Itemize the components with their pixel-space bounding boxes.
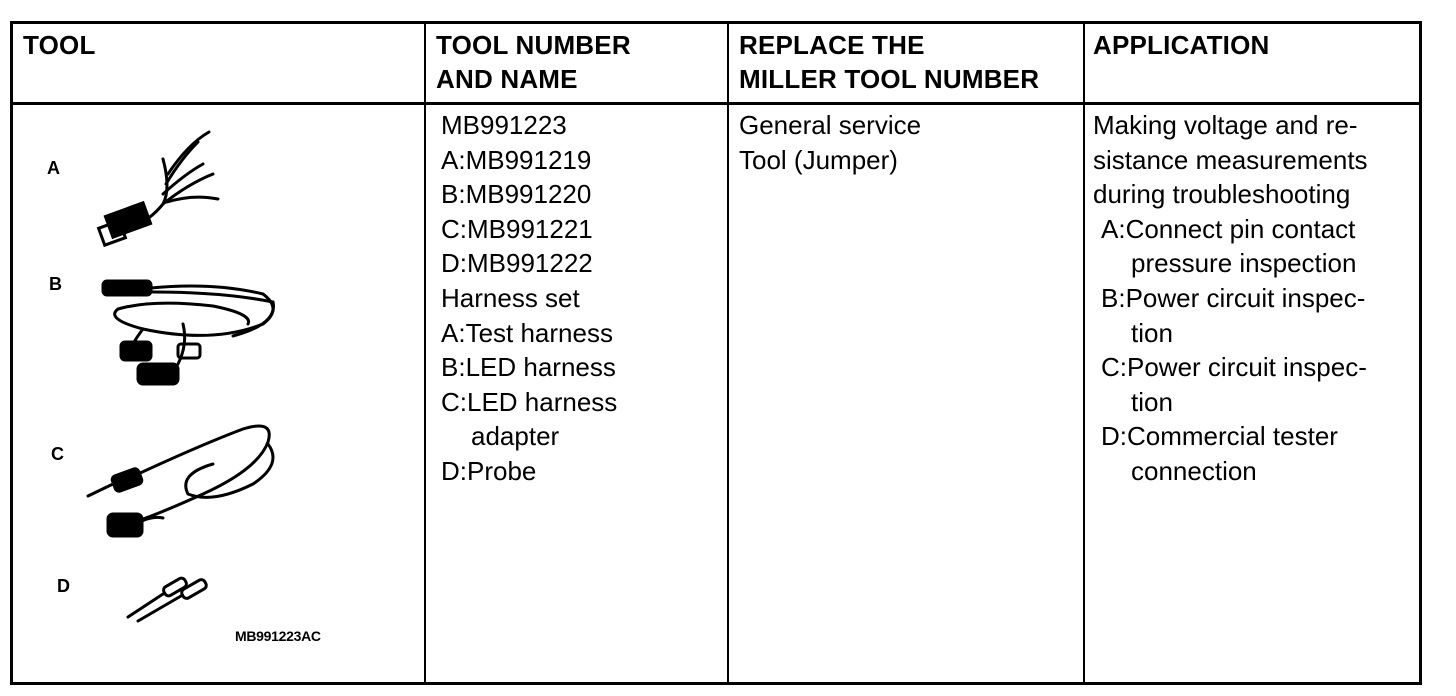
tool-number-line: D:Probe [441,455,537,486]
tool-illustrations [13,24,424,684]
application-line: during troubleshooting [1093,179,1351,210]
tool-label-b: B [49,274,62,294]
tool-number-line: MB991223 [441,110,567,140]
application-line: B:Power circuit inspec- [1101,282,1366,313]
tool-number-line: B:MB991220 [441,179,592,210]
tool-label-d: D [57,576,70,596]
tool-number-line: A:MB991219 [441,144,592,175]
column-divider [727,24,729,682]
led-harness-adapter-illustration [88,426,273,536]
tool-number-line: B:LED harness [441,352,616,383]
header-tool-number: TOOL NUMBER AND NAME [436,30,631,94]
tool-label-a: A [47,158,60,178]
header-application: APPLICATION [1093,30,1270,60]
replace-line: Tool (Jumper) [739,144,898,175]
header-replace-miller: REPLACE THE MILLER TOOL NUMBER [739,30,1040,94]
led-harness-illustration [103,281,274,384]
application-line: C:Power circuit inspec- [1101,352,1367,383]
application-line: tion [1131,386,1173,417]
column-divider [424,24,426,682]
replace-cell [739,108,921,177]
probe-illustration [128,577,208,621]
tool-number-cell [441,108,617,489]
header-tool: TOOL [23,30,96,60]
tool-number-line: adapter [471,421,560,452]
application-line: Making voltage and re- [1093,110,1358,140]
tool-number-line: A:Test harness [441,317,613,348]
application-line: A:Connect pin contact [1101,213,1356,244]
application-cell [1093,108,1368,489]
tool-number-line: C:MB991221 [441,213,593,244]
application-line: pressure inspection [1131,248,1357,279]
test-harness-illustration [99,132,218,245]
tool-table [10,21,1422,685]
illustration-code: MB991223AC [235,628,321,644]
application-line: sistance measurements [1093,144,1368,175]
replace-line: General service [739,110,922,140]
tool-number-line: Harness set [441,282,580,313]
tool-number-line: C:LED harness [441,386,618,417]
application-line: tion [1131,317,1173,348]
tool-label-c: C [51,444,64,464]
application-line: connection [1131,455,1257,486]
application-line: D:Commercial tester [1101,421,1338,452]
column-divider [1083,24,1085,682]
tool-number-line: D:MB991222 [441,248,593,279]
